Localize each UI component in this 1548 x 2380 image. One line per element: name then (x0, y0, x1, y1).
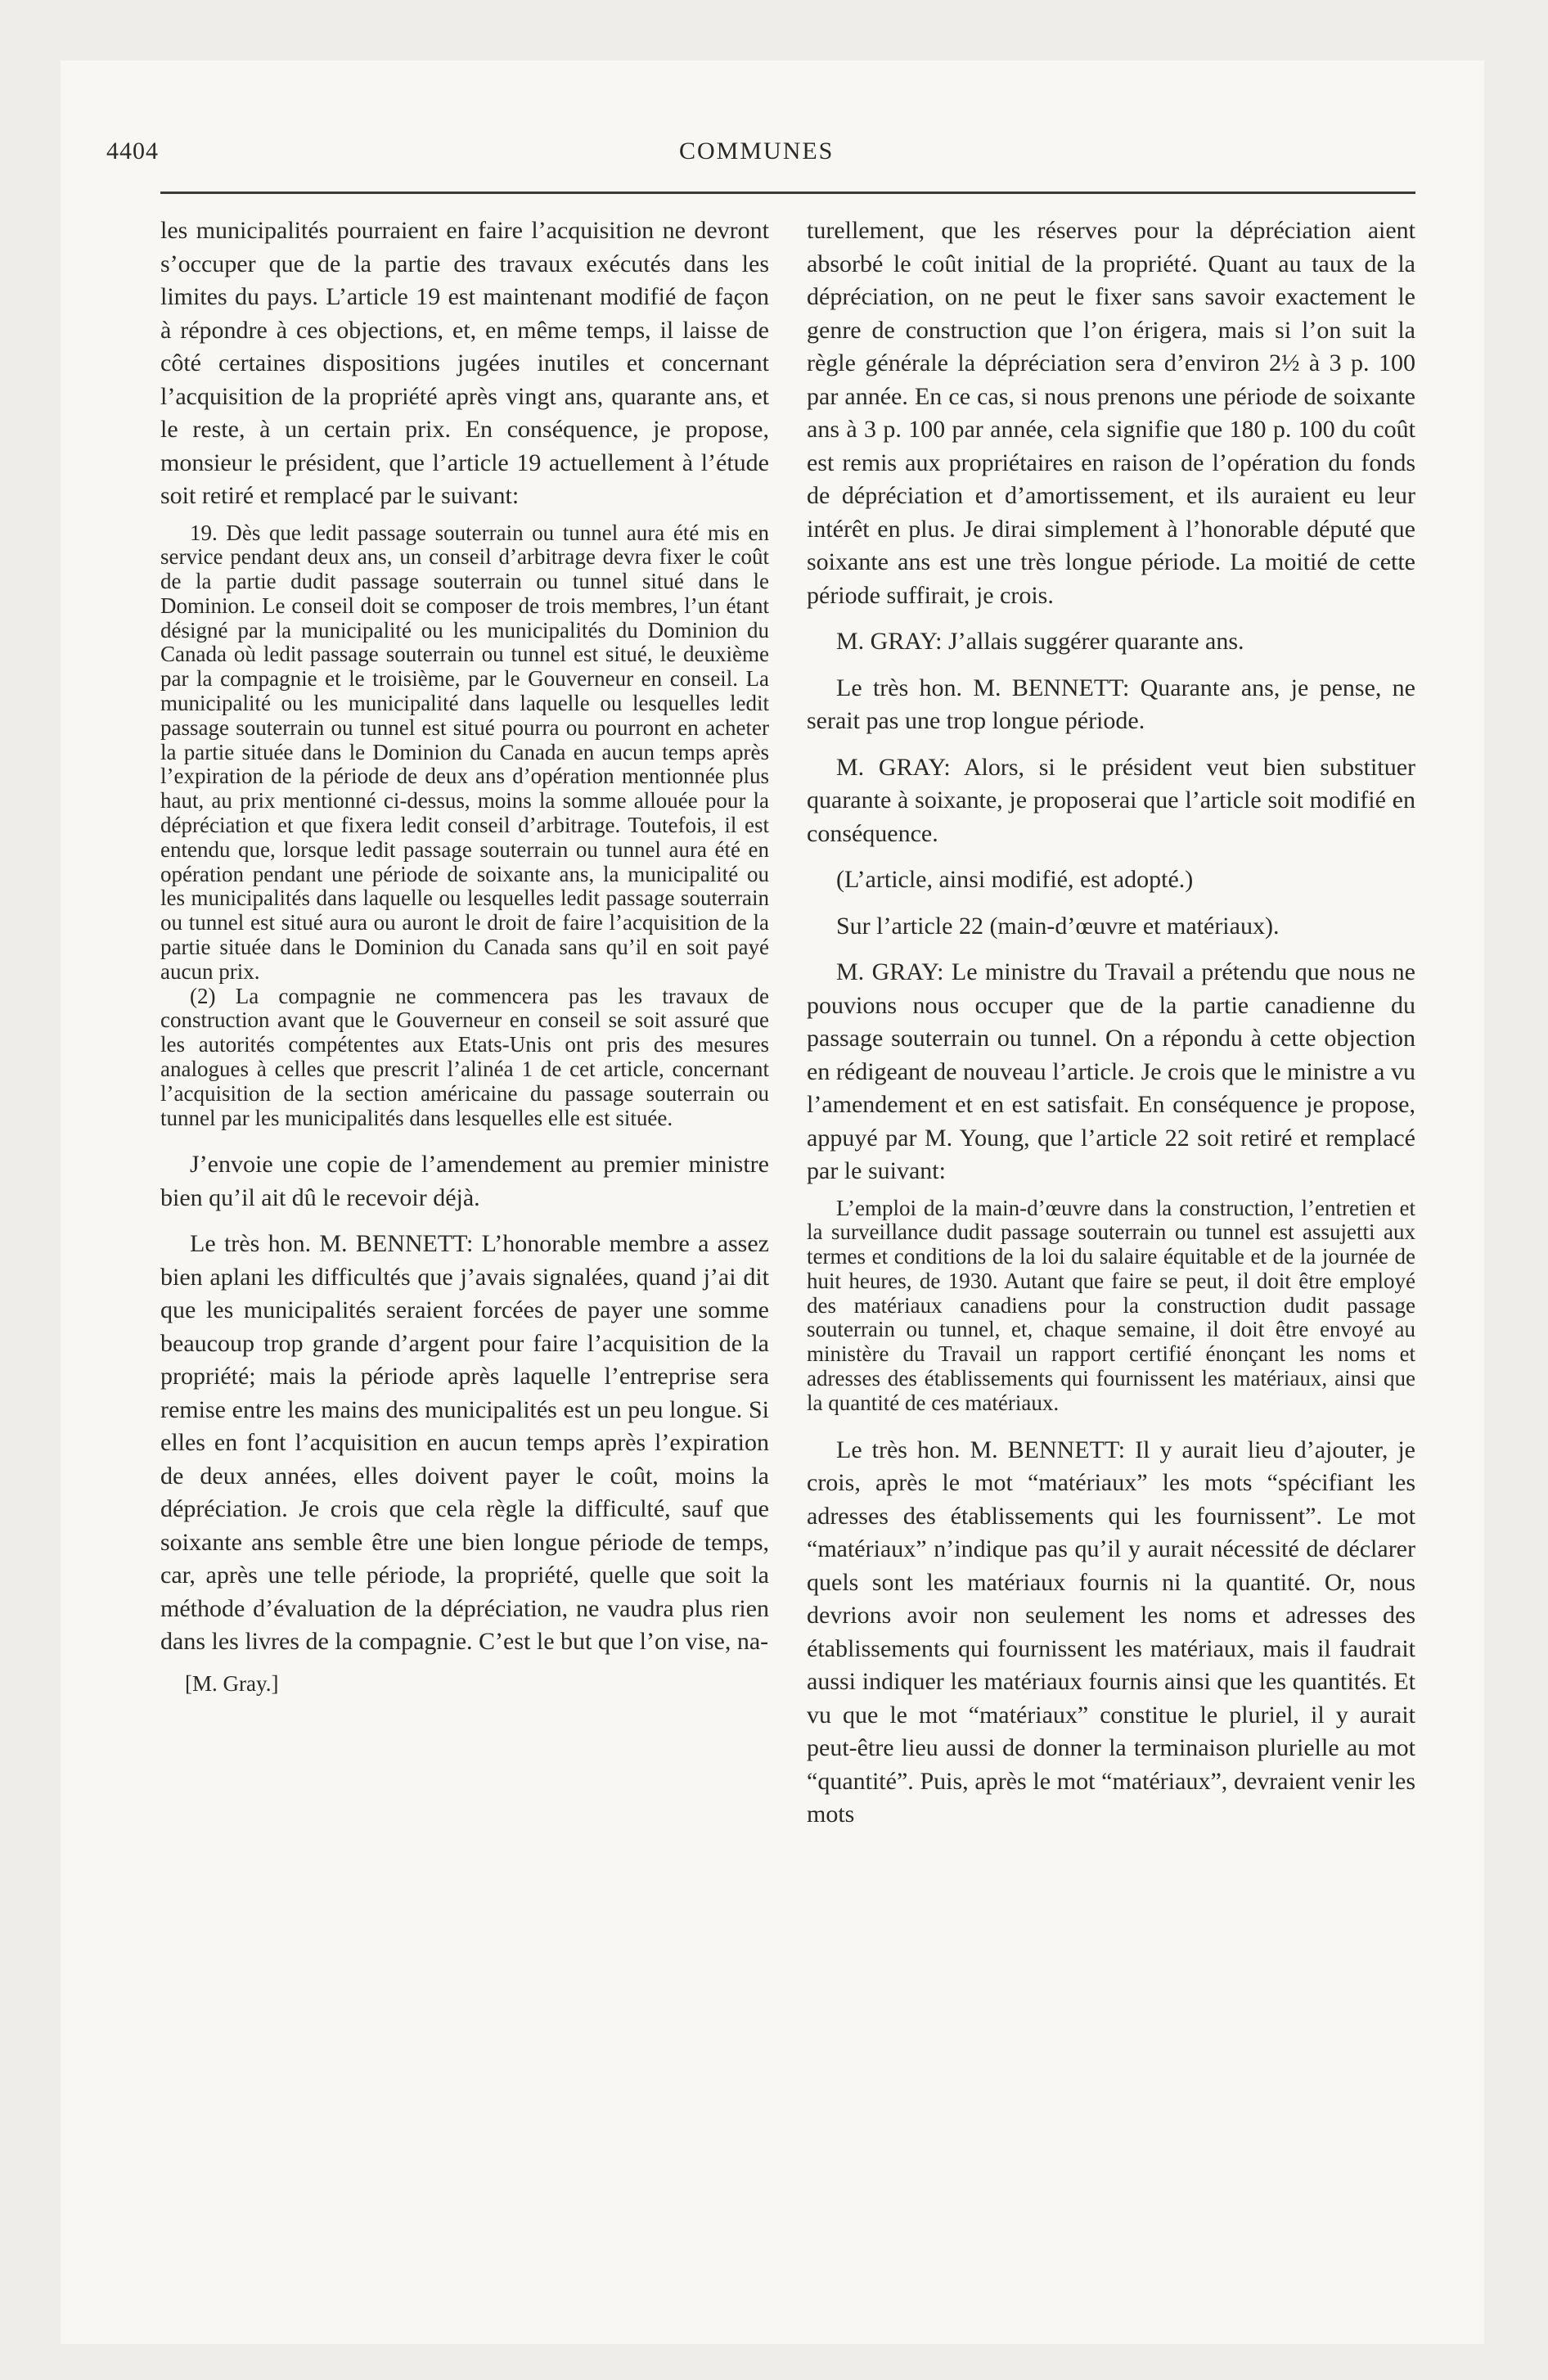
paragraph: les municipalités pourraient en faire l’acquisition ne devront s’occuper que de la partie des travaux exécutés dans les limites du pays. L’article 19 est maintenant modifié de façon à répondre à ces objections, et, en même temps, il laisse de côté certaines dispositions jugées inutiles et concernant l’acquisition de la propriété après vingt ans, quarante ans, et le reste, à un certain prix. En conséquence, je propose, monsieur le président, que l’article 19 actuellement à l’étude soit retiré et remplacé par le suivant: (160, 217, 769, 509)
quoted-amendment-section-19: 19. Dès que ledit passage souterrain ou tunnel aura été mis en service pendant deux ans, un conseil d’arbitrage devra fixer le coût de la partie dudit passage souterrain ou tunnel situé dans le Dominion. Le conseil doit se composer de trois membres, l’un étant désigné par la municipalité ou les municipalités du Dominion du Canada où ledit passage souterrain ou tunnel est situé, le deuxième par la compagnie et le troisième, par le Gouverneur en conseil. La municipalité ou les municipalité dans laquelle ou lesquelles ledit passage souterrain ou tunnel est situé pourra ou pourront en acheter la partie située dans le Dominion du Canada en aucun temps après l’expiration de la période de deux ans d’opération mentionnée plus haut, au prix mentionné ci-dessus, moins la somme allouée pour la dépréciation et que fixera ledit conseil d’arbitrage. Toutefois, il est entendu que, lorsque ledit passage souterrain ou tunnel aura été en opération pendant une période de soixante ans, la municipalité ou les municipalités dans laquelle ou lesquelles ledit passage souterrain ou tunnel est situé aura ou auront le droit de faire l’acquisition de la partie située dans le Dominion du Canada sans qu’il en soit payé aucun prix. (160, 520, 769, 984)
quoted-amendment-section-22: L’emploi de la main-d’œuvre dans la construction, l’entretien et la surveillance dudit passage souterrain ou tunnel est assujetti aux termes et conditions de la loi du salaire équitable et de la journée de huit heures, de 1930. Autant que faire se peut, il doit être employé des matériaux canadiens pour la construction dudit passage souterrain ou tunnel, et, chaque semaine, il doit être envoyé au ministère du Travail un rapport certifié énonçant les noms et adresses des établissements qui fournissent les matériaux, ainsi que la quantité de ces matériaux. (807, 1195, 1415, 1415)
speech-bennett: Le très hon. M. BENNETT: L’honorable membre a assez bien aplani les difficultés que j’avais signalées, quand j’ai dit que les municipalités seraient forcées de payer une somme beaucoup trop grande d’argent pour faire l’acquisition de la propriété; mais la période après laquelle l’entreprise sera remise entre les mains des municipalités est un peu longue. Si elles en font l’acquisition en aucun temps après l’expiration de deux années, elles doivent payer le coût, moins la dépréciation. Je crois que cela règle la difficulté, sauf que soixante ans semble être une bien longue période de temps, car, après une telle période, la propriété, quelle que soit la méthode d’évaluation de la dépréciation, ne vaudra plus rien dans les livres de la compagnie. C’est le but que l’on vise, na- (160, 1230, 769, 1656)
speech-gray: M. GRAY: Alors, si le président veut bien substituer quarante à soixante, je proposerai que l’article soit modifié en conséquence. (807, 753, 1415, 847)
page-number: 4404 (106, 137, 159, 165)
speaker-attribution: [M. Gray.] (185, 1670, 279, 1696)
running-title: COMMUNES (679, 137, 835, 165)
speech-gray: M. GRAY: J’allais suggérer quarante ans. (836, 628, 1244, 655)
page-header (106, 137, 1415, 178)
paragraph: J’envoie une copie de l’amendement au premier ministre bien qu’il ait dû le recevoir déjà. (160, 1151, 769, 1211)
speech-bennett: Le très hon. M. BENNETT: Il y aurait lieu d’ajouter, je crois, après le mot “matériaux” les mots “spécifiant les adresses des établissements qui les fournissent”. Le mot “matériaux” n’indique pas qu’il y aurait nécessité de déclarer quels sont les matériaux fournis ni la quantité. Or, nous devrions avoir non seulement les noms et adresses des établissements qui fournissent les matériaux, mais il faudrait aussi indiquer les matériaux fournis ainsi que les quantités. Et vu que le mot “matériaux” constitue le pluriel, il y aurait peut-être lieu aussi de donner la terminaison plurielle au mot “quantité”. Puis, après le mot “matériaux”, devraient venir les mots (807, 1436, 1415, 1828)
article-heading: Sur l’article 22 (main-d’œuvre et matériaux). (836, 912, 1280, 940)
header-rule (160, 192, 1415, 194)
speech-bennett: Le très hon. M. BENNETT: Quarante ans, je pense, ne serait pas une trop longue période. (807, 674, 1415, 734)
quoted-amendment-subsection-2: (2) La compagnie ne commencera pas les travaux de construction avant que le Gouverneur en conseil se soit assuré que les autorités compétentes aux Etats-Unis ont pris des mesures analogues à celles que prescrit l’alinéa 1 de cet article, concernant l’acquisition de la section américaine du passage souterrain ou tunnel par les municipalités dans lesquelles elle est située. (160, 983, 769, 1130)
speech-gray: M. GRAY: Le ministre du Travail a prétendu que nous ne pouvions nous occuper que de la partie canadienne du passage souterrain ou tunnel. On a répondu à cette objection en rédigeant de nouveau l’article. Je crois que le ministre a vu l’amendement et en est satisfait. En conséquence je propose, appuyé par M. Young, que l’article 22 soit retiré et remplacé par le suivant: (807, 958, 1415, 1184)
right-column (807, 214, 1415, 1832)
procedural-note: (L’article, ainsi modifié, est adopté.) (836, 866, 1194, 893)
paragraph: turellement, que les réserves pour la dépréciation aient absorbé le coût initial de la propriété. Quant au taux de la dépréciation, on ne peut le fixer sans savoir exactement le genre de construction que l’on érigera, mais si l’on suit la règle générale la dépréciation sera d’environ 2½ à 3 p. 100 par année. En ce cas, si nous prenons une période de soixante ans à 3 p. 100 par année, cela signifie que 180 p. 100 du coût est remis aux propriétaires en raison de l’opération du fonds de dépréciation et d’amortissement, et ils auraient eu leur intérêt en plus. Je dirai simplement à l’honorable député que soixante ans est une très longue période. La moitié de cette période suffirait, je crois. (807, 217, 1415, 609)
left-column (160, 214, 769, 1700)
